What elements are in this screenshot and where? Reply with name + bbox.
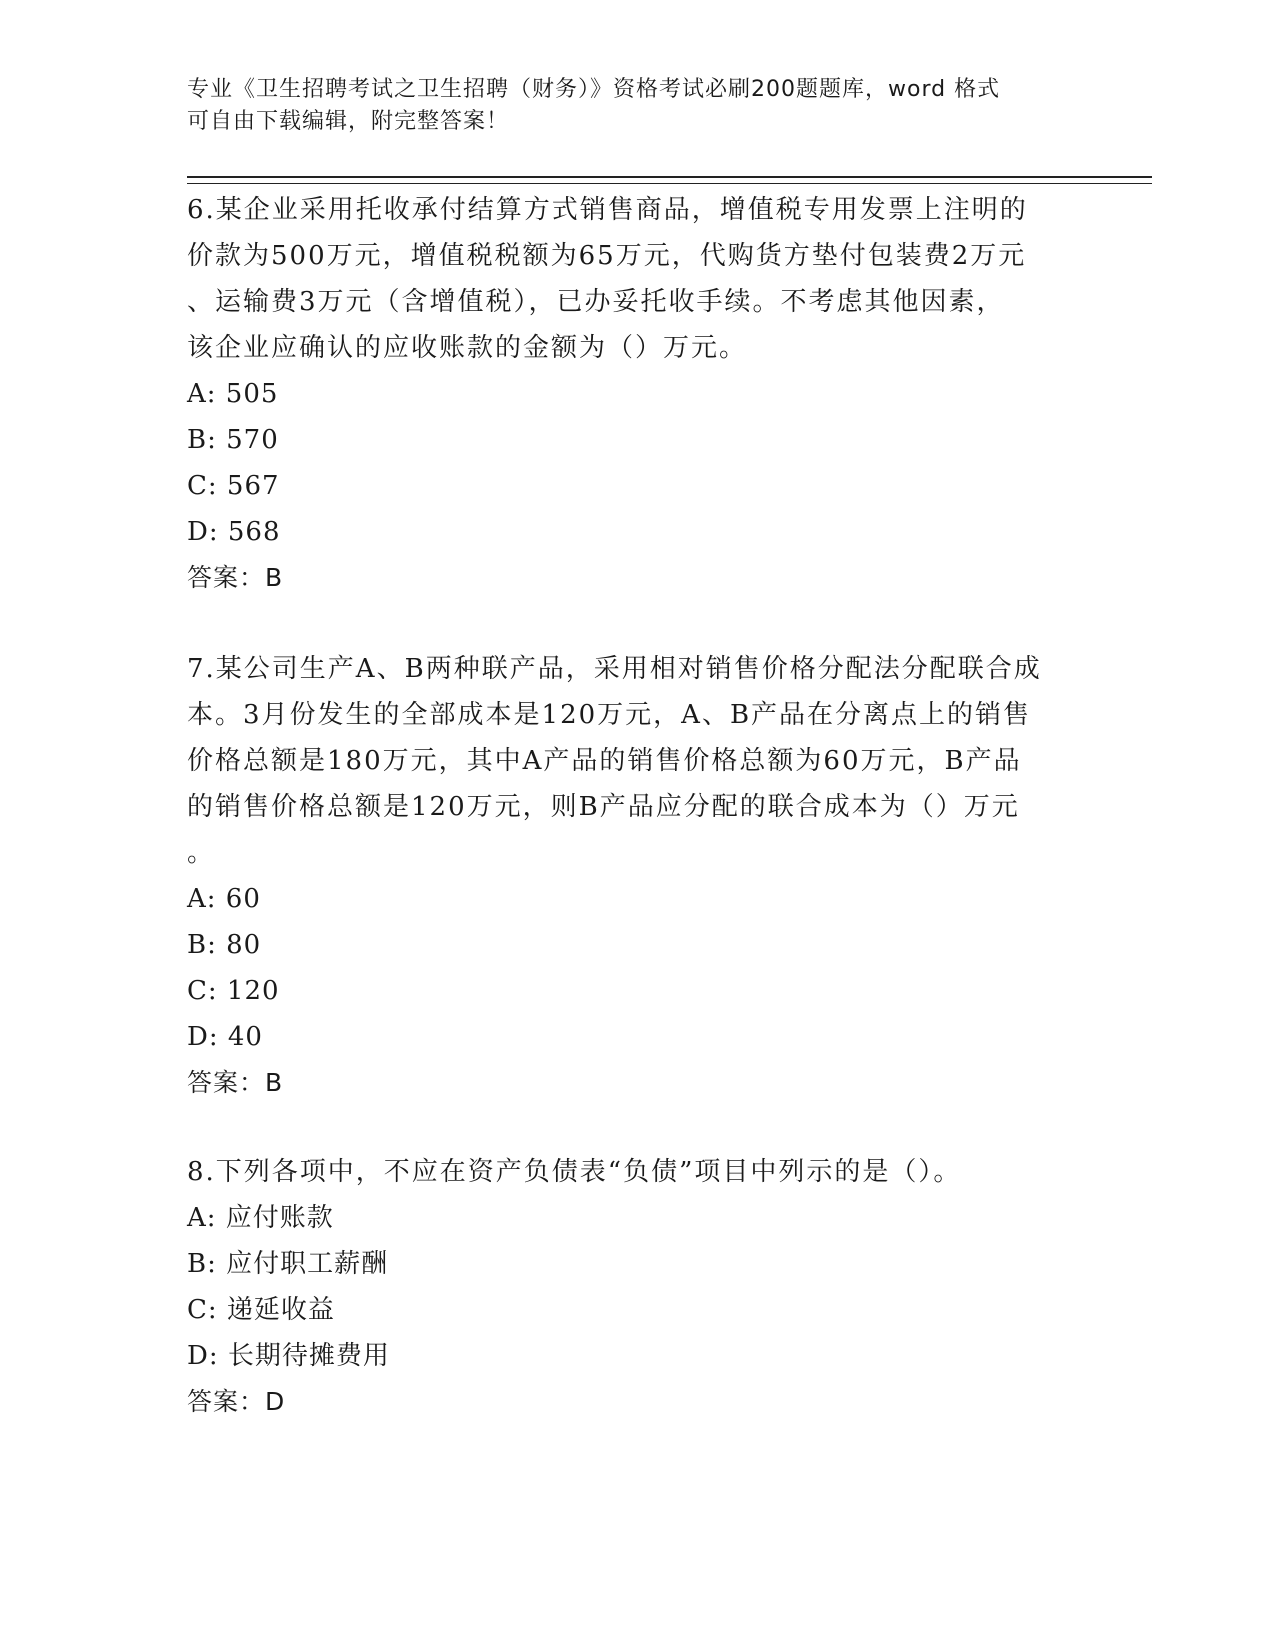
question-stem-line: 该企业应确认的应收账款的金额为（）万元。 [187, 333, 748, 363]
header-divider-thick [187, 176, 1152, 178]
option-a: A: 60 [187, 884, 261, 914]
question-stem-line: 的销售价格总额是120万元，则B产品应分配的联合成本为（）万元 [187, 792, 1020, 822]
question-8 [187, 1149, 1087, 1425]
option-c: C: 567 [187, 471, 280, 501]
question-stem-line: 8.下列各项中，不应在资产负债表“负债”项目中列示的是（）。 [187, 1157, 962, 1187]
option-d: D: 40 [187, 1022, 263, 1052]
answer-line: 答案：B [187, 563, 284, 592]
option-b: B: 应付职工薪酬 [187, 1249, 389, 1279]
header-line-2: 可自由下载编辑，附完整答案！ [187, 109, 510, 134]
question-6 [187, 187, 1087, 601]
option-c: C: 120 [187, 976, 280, 1006]
question-7 [187, 646, 1087, 1106]
option-c: C: 递延收益 [187, 1295, 335, 1325]
option-a: A: 应付账款 [187, 1203, 334, 1233]
question-stem-line: 。 [187, 838, 216, 868]
answer-line: 答案：B [187, 1068, 284, 1097]
header-line-1: 专业《卫生招聘考试之卫生招聘（财务）》资格考试必刷200题题库，word 格式 [187, 77, 1001, 102]
question-stem-line: 、运输费3万元（含增值税），已办妥托收手续。不考虑其他因素， [187, 287, 1005, 317]
option-b: B: 80 [187, 930, 262, 960]
document-header [187, 74, 1067, 138]
header-divider-thin [187, 183, 1152, 184]
question-stem-line: 价款为500万元，增值税税额为65万元，代购货方垫付包装费2万元 [187, 241, 1027, 271]
option-d: D: 长期待摊费用 [187, 1341, 390, 1371]
option-d: D: 568 [187, 517, 281, 547]
option-a: A: 505 [187, 379, 279, 409]
question-stem-line: 7.某公司生产A、B两种联产品，采用相对销售价格分配法分配联合成 [187, 654, 1042, 684]
question-stem-line: 6.某企业采用托收承付结算方式销售商品，增值税专用发票上注明的 [187, 195, 1028, 225]
answer-line: 答案：D [187, 1387, 286, 1416]
option-b: B: 570 [187, 425, 279, 455]
question-stem-line: 价格总额是180万元，其中A产品的销售价格总额为60万元，B产品 [187, 746, 1022, 776]
question-stem-line: 本。3月份发生的全部成本是120万元，A、B产品在分离点上的销售 [187, 700, 1032, 730]
